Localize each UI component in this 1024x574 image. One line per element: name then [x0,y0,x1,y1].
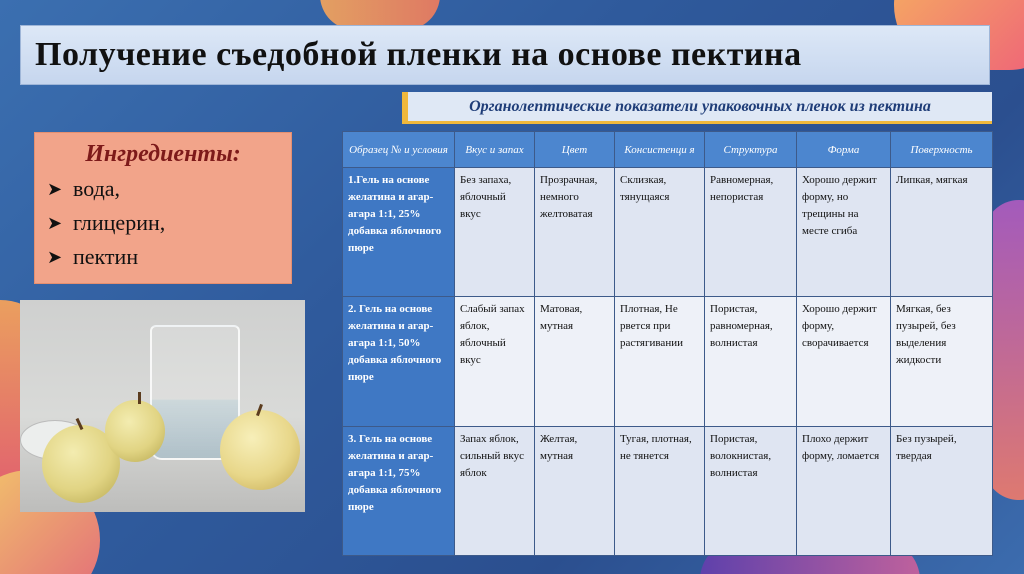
slide-title-box [20,25,990,85]
surface-cell: Без пузырей, твердая [891,426,993,555]
slide-title: Получение съедобной пленки на основе пектина [35,36,802,73]
sample-cell: 2. Гель на основе желатина и агар-агара 1:1, 50% добавка яблочного пюре [343,297,455,426]
column-header: Поверхность [891,132,993,168]
form-cell: Плохо держит форму, ломается [797,426,891,555]
table-row [343,168,993,297]
arrow-bullet-icon: ➤ [47,247,63,267]
list-item: ➤ пектин [47,240,279,274]
column-header: Образец № и условия [343,132,455,168]
column-header: Консистенци я [615,132,705,168]
list-item: ➤ вода, [47,172,279,206]
apple-stem [138,392,141,404]
table-header-row [343,132,993,168]
structure-cell: Пористая, волокнистая, волнистая [705,426,797,555]
sample-cell: 3. Гель на основе желатина и агар-агара 1:1, 75% добавка яблочного пюре [343,426,455,555]
color-cell: Матовая, мутная [535,297,615,426]
organoleptic-table [342,131,993,556]
consistency-cell: Склизкая, тянущаяся [615,168,705,297]
arrow-bullet-icon: ➤ [47,213,63,233]
surface-cell: Липкая, мягкая [891,168,993,297]
sample-cell: 1.Гель на основе желатина и агар-агара 1:1, 25% добавка яблочного пюре [343,168,455,297]
consistency-cell: Тугая, плотная, не тянется [615,426,705,555]
column-header: Структура [705,132,797,168]
list-item: ➤ глицерин, [47,206,279,240]
column-header: Цвет [535,132,615,168]
consistency-cell: Плотная, Не рвется при растягивании [615,297,705,426]
apple [105,400,165,462]
table-row [343,297,993,426]
structure-cell: Равномерная, непористая [705,168,797,297]
table-row [343,426,993,555]
table-caption: Органолептические показатели упаковочных пленок из пектина [469,97,931,115]
apple [220,410,300,490]
color-cell: Желтая, мутная [535,426,615,555]
taste-cell: Без запаха, яблочный вкус [455,168,535,297]
taste-cell: Запах яблок, сильный вкус яблок [455,426,535,555]
column-header: Вкус и запах [455,132,535,168]
ingredients-box [34,132,292,284]
color-cell: Прозрачная, немного желтоватая [535,168,615,297]
structure-cell: Пористая, равномерная, волнистая [705,297,797,426]
ingredients-list [47,172,279,274]
form-cell: Хорошо держит форму, но трещины на месте сгиба [797,168,891,297]
taste-cell: Слабый запах яблок, яблочный вкус [455,297,535,426]
ingredients-title: Ингредиенты: [85,141,241,167]
form-cell: Хорошо держит форму, сворачивается [797,297,891,426]
apples-and-glass-photo [20,300,305,512]
table-caption-box [402,92,992,124]
arrow-bullet-icon: ➤ [47,179,63,199]
surface-cell: Мягкая, без пузырей, без выделения жидкости [891,297,993,426]
column-header: Форма [797,132,891,168]
